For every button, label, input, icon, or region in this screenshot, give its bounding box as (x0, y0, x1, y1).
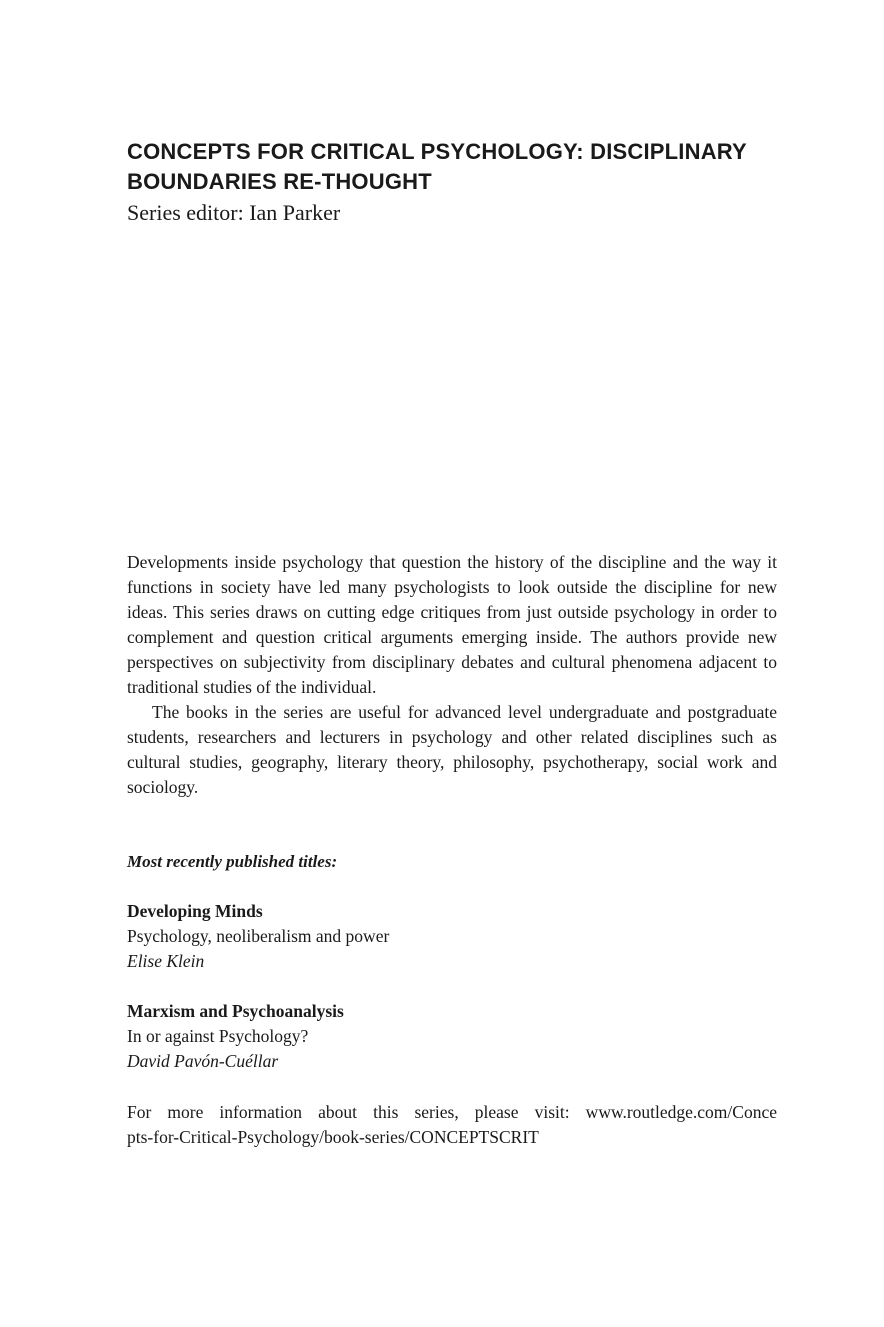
recent-titles-heading: Most recently published titles: (127, 852, 338, 871)
series-title-line2: BOUNDARIES RE-THOUGHT (127, 169, 432, 194)
book-subtitle: Psychology, neoliberalism and power (127, 926, 390, 946)
more-info-line1: For more information about this series, please visit: www.routledge.com/Conce (127, 1102, 777, 1122)
book-title: Developing Minds (127, 901, 263, 921)
more-info-line2: pts-for-Critical-Psychology/book-series/CONCEPTSCRIT (127, 1127, 539, 1147)
series-title (127, 137, 777, 197)
more-info-text (127, 1100, 777, 1150)
book-page (127, 0, 777, 1327)
series-title-line1: CONCEPTS FOR CRITICAL PSYCHOLOGY: DISCIPLINARY (127, 139, 747, 164)
book-entry (127, 999, 777, 1074)
book-title: Marxism and Psychoanalysis (127, 1001, 344, 1021)
description-paragraph-2: The books in the series are useful for advanced level undergraduate and postgraduate students, researchers and lecturers in psychology and other related disciplines such as cultural studies, geography, literary theory, philosophy, psychotherapy, social work and sociology. (127, 702, 777, 797)
description-paragraph-1: Developments inside psychology that question the history of the discipline and the way it functions in society have led many psychologists to look outside the discipline for new ideas. This series draws on cutting edge critiques from just outside psychology in order to complement and question critical arguments emerging inside. The authors provide new perspectives on subjectivity from disciplinary debates and cultural phenomena adjacent to traditional studies of the individual. (127, 552, 777, 697)
series-description (127, 550, 777, 800)
book-subtitle: In or against Psychology? (127, 1026, 309, 1046)
book-author: David Pavón-Cuéllar (127, 1051, 279, 1071)
book-entry (127, 899, 777, 974)
series-editor: Series editor: Ian Parker (127, 200, 341, 225)
book-author: Elise Klein (127, 951, 205, 971)
